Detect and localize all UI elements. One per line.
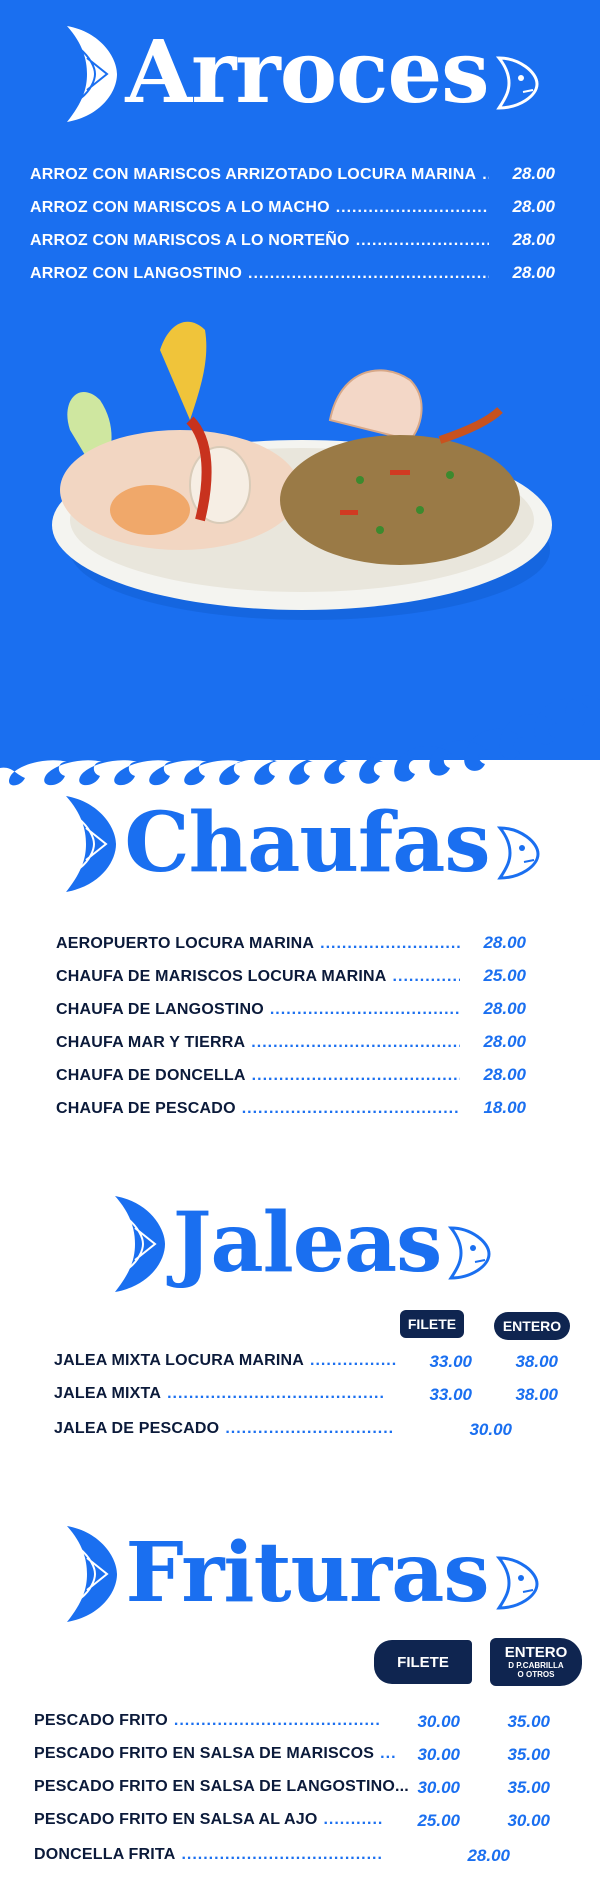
item-price-entero: 35.00 bbox=[507, 1778, 550, 1797]
item-price-filete: 33.00 bbox=[429, 1352, 472, 1371]
menu-item-arroz-4 bbox=[30, 263, 555, 289]
leader-dots bbox=[248, 265, 489, 283]
seafood-rice-photo bbox=[40, 310, 560, 640]
leader-dots bbox=[356, 232, 489, 250]
leader-dots bbox=[167, 1385, 383, 1403]
item-price: 28.00 bbox=[512, 263, 555, 282]
item-price-entero: 35.00 bbox=[507, 1745, 550, 1764]
column-header-entero-label: ENTERO bbox=[504, 1644, 568, 1662]
fish-head-icon bbox=[495, 54, 539, 112]
menu-item-chaufa-5 bbox=[56, 1065, 526, 1091]
fish-head-icon bbox=[495, 1554, 539, 1612]
jaleas-title-text: Jaleas bbox=[172, 1195, 442, 1291]
item-price: 28.00 bbox=[483, 1032, 526, 1051]
fish-tail-icon bbox=[61, 1518, 121, 1628]
menu-item-chaufa-3 bbox=[56, 999, 526, 1025]
item-price: 25.00 bbox=[483, 966, 526, 985]
item-name: CHAUFA MAR Y TIERRA bbox=[56, 1034, 246, 1051]
leader-dots bbox=[393, 968, 460, 986]
menu-item-chaufa-2 bbox=[56, 966, 526, 992]
item-price: 28.00 bbox=[512, 197, 555, 216]
leader-dots bbox=[181, 1846, 381, 1864]
leader-dots bbox=[174, 1712, 380, 1730]
leader-dots bbox=[270, 1001, 460, 1019]
item-name: AEROPUERTO LOCURA MARINA bbox=[56, 935, 315, 952]
item-name: CHAUFA DE MARISCOS LOCURA MARINA bbox=[56, 968, 387, 985]
frituras-title bbox=[0, 1518, 600, 1628]
arroces-title bbox=[0, 18, 600, 128]
item-price-filete: 33.00 bbox=[429, 1385, 472, 1404]
item-name: JALEA MIXTA LOCURA MARINA bbox=[54, 1352, 305, 1369]
item-name: CHAUFA DE LANGOSTINO bbox=[56, 1001, 264, 1018]
leader-dots bbox=[320, 935, 460, 953]
wave-divider bbox=[0, 660, 600, 790]
item-price-filete: 30.00 bbox=[417, 1778, 460, 1797]
column-header-entero: ENTERO bbox=[494, 1312, 570, 1340]
menu-item-fritura-3 bbox=[34, 1778, 554, 1804]
frituras-title-text: Frituras bbox=[125, 1525, 489, 1621]
leader-dots bbox=[252, 1067, 460, 1085]
fish-head-icon bbox=[496, 824, 540, 882]
item-price: 28.00 bbox=[483, 999, 526, 1018]
menu-item-chaufa-1 bbox=[56, 933, 526, 959]
item-price: 28.00 bbox=[483, 1065, 526, 1084]
leader-dots bbox=[482, 166, 489, 184]
menu-item-chaufa-4 bbox=[56, 1032, 526, 1058]
chaufas-title bbox=[0, 788, 600, 898]
item-name: ARROZ CON MARISCOS ARRIZOTADO LOCURA MARINA bbox=[30, 166, 477, 183]
item-name: CHAUFA DE PESCADO bbox=[56, 1100, 236, 1117]
item-price-entero: 38.00 bbox=[515, 1385, 558, 1404]
leader-dots bbox=[380, 1745, 396, 1763]
leader-dots bbox=[323, 1811, 383, 1829]
fish-head-icon bbox=[447, 1224, 491, 1282]
menu-item-fritura-2 bbox=[34, 1745, 554, 1771]
item-price: 18.00 bbox=[483, 1098, 526, 1117]
leader-dots bbox=[310, 1352, 396, 1370]
item-price: 28.00 bbox=[512, 230, 555, 249]
fish-tail-icon bbox=[61, 18, 121, 128]
menu-item-jalea-1 bbox=[54, 1352, 558, 1378]
menu-item-fritura-4 bbox=[34, 1811, 554, 1837]
menu-item-fritura-5 bbox=[34, 1846, 554, 1872]
item-price: 28.00 bbox=[483, 933, 526, 952]
fish-tail-icon bbox=[60, 788, 120, 898]
item-name: PESCADO FRITO bbox=[34, 1712, 168, 1729]
item-price-single: 30.00 bbox=[469, 1420, 512, 1439]
item-name: ARROZ CON LANGOSTINO bbox=[30, 265, 242, 282]
column-header-filete: FILETE bbox=[374, 1640, 472, 1684]
item-price-filete: 30.00 bbox=[417, 1712, 460, 1731]
item-name: CHAUFA DE DONCELLA bbox=[56, 1067, 246, 1084]
item-price-entero: 35.00 bbox=[507, 1712, 550, 1731]
item-name: JALEA DE PESCADO bbox=[54, 1420, 220, 1437]
leader-dots bbox=[336, 199, 489, 217]
leader-dots bbox=[242, 1100, 460, 1118]
item-price-single: 28.00 bbox=[467, 1846, 510, 1865]
chaufas-title-text: Chaufas bbox=[124, 795, 490, 891]
item-name: ARROZ CON MARISCOS A LO NORTEÑO bbox=[30, 232, 350, 249]
leader-dots bbox=[225, 1420, 395, 1438]
column-header-entero-note-1: D P.CABRILLA bbox=[508, 1661, 564, 1671]
menu-item-jalea-2 bbox=[54, 1385, 558, 1411]
item-price-filete: 30.00 bbox=[417, 1745, 460, 1764]
item-name: DONCELLA FRITA bbox=[34, 1846, 176, 1863]
item-name: PESCADO FRITO EN SALSA DE MARISCOS bbox=[34, 1745, 375, 1762]
column-header-entero-note-2: O OTROS bbox=[517, 1669, 555, 1679]
item-name: ARROZ CON MARISCOS A LO MACHO bbox=[30, 199, 330, 216]
menu-item-arroz-1 bbox=[30, 164, 555, 190]
menu-item-fritura-1 bbox=[34, 1712, 554, 1738]
item-name: JALEA MIXTA bbox=[54, 1385, 162, 1402]
item-name: PESCADO FRITO EN SALSA DE LANGOSTINO... bbox=[34, 1778, 409, 1795]
column-header-filete: FILETE bbox=[400, 1310, 464, 1338]
item-price-entero: 38.00 bbox=[515, 1352, 558, 1371]
item-price: 28.00 bbox=[512, 164, 555, 183]
jaleas-title bbox=[0, 1188, 600, 1298]
item-price-filete: 25.00 bbox=[417, 1811, 460, 1830]
menu-item-jalea-3 bbox=[54, 1420, 554, 1446]
leader-dots bbox=[251, 1034, 460, 1052]
arroces-title-text: Arroces bbox=[125, 22, 489, 123]
item-price-entero: 30.00 bbox=[507, 1811, 550, 1830]
menu-item-chaufa-6 bbox=[56, 1098, 526, 1124]
fish-tail-icon bbox=[109, 1188, 169, 1298]
column-header-entero bbox=[490, 1638, 582, 1686]
item-name: PESCADO FRITO EN SALSA AL AJO bbox=[34, 1811, 318, 1828]
menu-item-arroz-2 bbox=[30, 197, 555, 223]
menu-item-arroz-3 bbox=[30, 230, 555, 256]
